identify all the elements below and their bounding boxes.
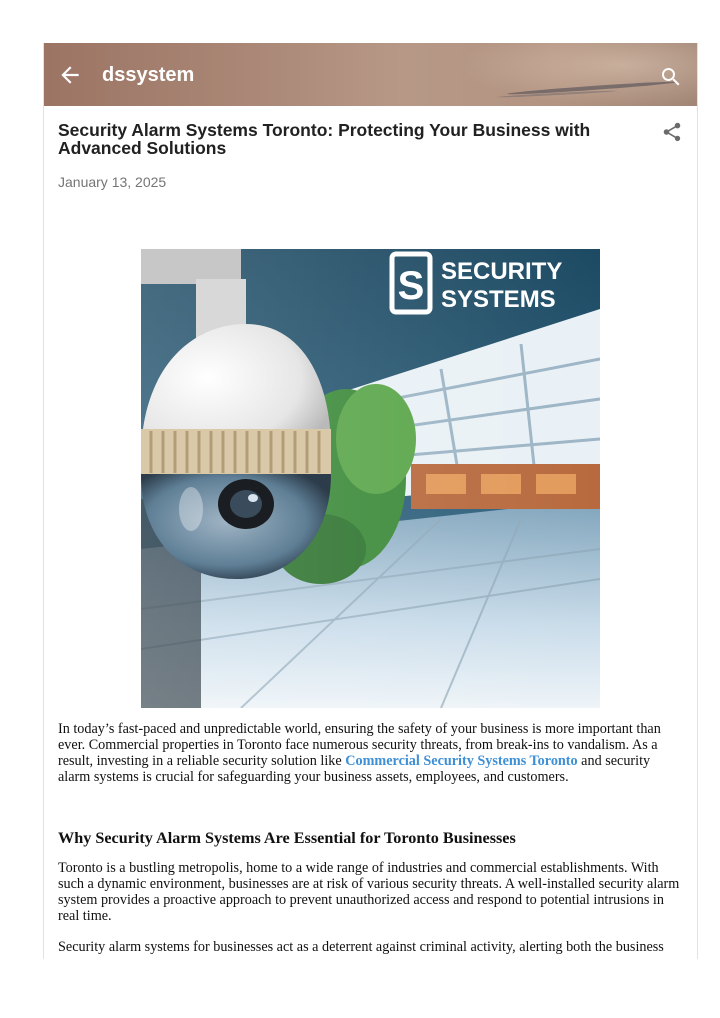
article-body: [58, 721, 680, 959]
commercial-security-link[interactable]: Commercial Security Systems Toronto: [345, 753, 578, 769]
search-icon: [659, 65, 683, 89]
article-paragraph: Security alarm systems for businesses act as a deterrent against criminal activity, alerting both the business: [58, 939, 664, 955]
share-icon: [661, 121, 683, 143]
hero-image[interactable]: [141, 249, 600, 708]
site-title[interactable]: dssystem: [102, 64, 195, 86]
search-button[interactable]: [659, 65, 683, 89]
logo-letter: S: [397, 264, 425, 308]
post-title: Security Alarm Systems Toronto: Protecting Your Business with Advanced Solutions: [58, 120, 591, 158]
share-button[interactable]: [661, 121, 683, 143]
logo-text-line1: SECURITY: [441, 258, 563, 285]
arrow-left-icon: [57, 62, 83, 88]
section-heading: Why Security Alarm Systems Are Essential for Toronto Businesses: [58, 829, 516, 847]
security-camera-photo: [141, 249, 600, 708]
logo-text-line2: SYSTEMS: [441, 286, 556, 313]
article-paragraph: Toronto is a bustling metropolis, home to a wide range of industries and commercial establishments. With such a dynamic environment, businesses are at risk of various security threats. A well-installed security alarm system provides a proactive approach to prevent unauthorized access and respond to potential intrusions in real time.: [58, 860, 680, 924]
app-header: [44, 43, 697, 106]
post-date: January 13, 2025: [58, 174, 167, 190]
intro-paragraph: [58, 721, 680, 785]
intro-text: In today’s fast-paced and unpredictable world, ensuring the safety of your business is more important than ever. Commercial properties in Toronto face numerous security threats, from break-ins to vandalism. As a result, investing in a reliable security solution like: [58, 721, 661, 769]
back-button[interactable]: [57, 62, 83, 88]
intro-text-continued: and security alarm systems is crucial for safeguarding your business assets, employees, and customers.: [58, 753, 651, 785]
post-card: [43, 43, 698, 959]
